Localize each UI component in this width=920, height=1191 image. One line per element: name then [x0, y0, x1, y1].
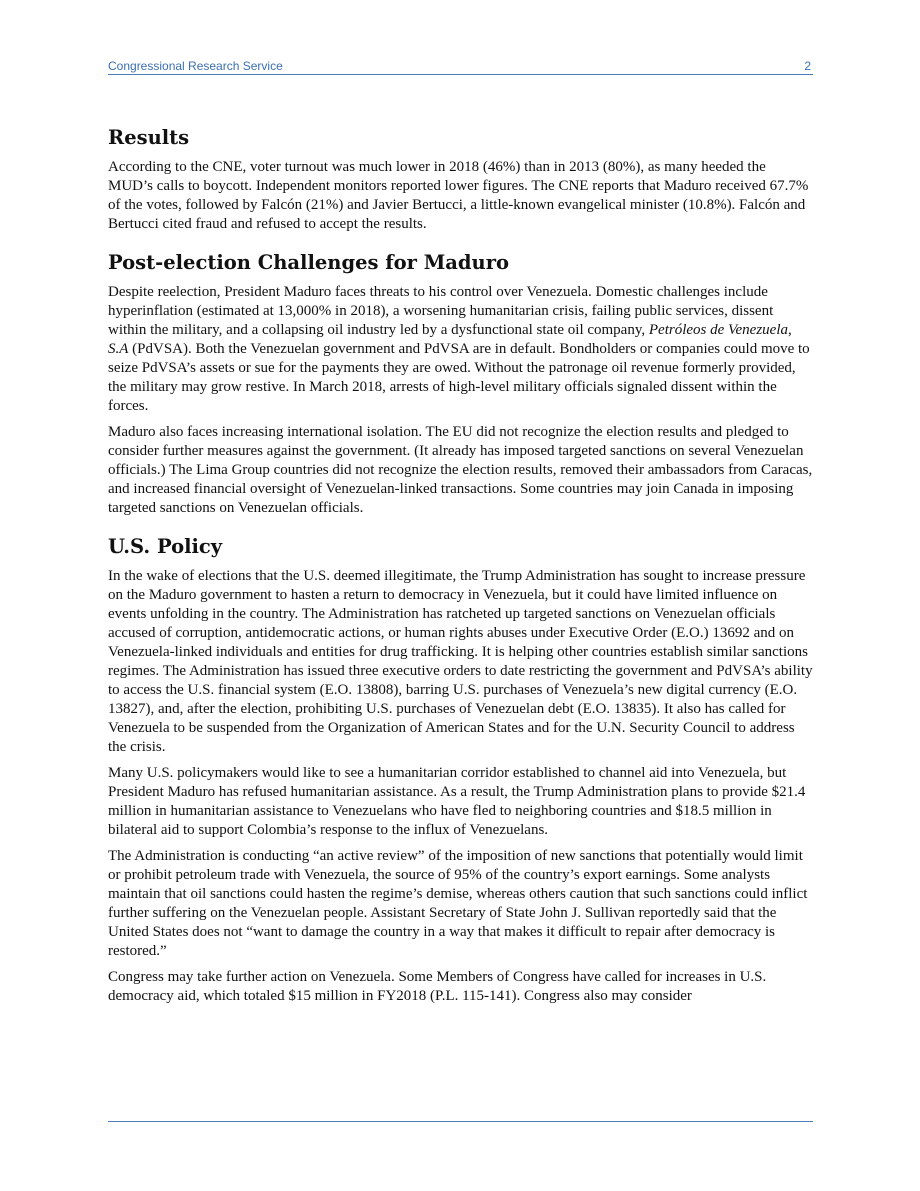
- paragraph: In the wake of elections that the U.S. deemed illegitimate, the Trump Administration has sought to increase pressure on the Maduro government to hasten a return to democracy in Venezuela, but it could have limited influence on events unfolding in the country. The Administration has ratcheted up targeted sanctions on Venezuelan officials accused of corruption, antidemocratic actions, or human rights abuses under Executive Order (E.O.) 13692 and on Venezuela-linked individuals and entities for drug trafficking. It is helping other countries establish similar sanctions regimes. The Administration has issued three executive orders to date restricting the government and PdVSA’s ability to access the U.S. financial system (E.O. 13808), barring U.S. purchases of Venezuela’s new digital currency (E.O. 13827), and, after the election, prohibiting U.S. purchases of Venezuelan debt (E.O. 13835). It also has called for Venezuela to be suspended from the Organization of American States and for the U.N. Security Council to address the crisis.: [108, 568, 813, 755]
- company-suffix-italic: S.A: [108, 341, 129, 357]
- header-organization: Congressional Research Service: [108, 59, 283, 73]
- paragraph-text: (PdVSA). Both the Venezuelan government and PdVSA are in default. Bondholders or companies could move to seize PdVSA’s assets or sue for the payments they are owed. Without the patronage oil revenue formerly provided, the military may grow restive. In March 2018, arrests of high-level military officials signaled dissent within the forces.: [108, 341, 810, 414]
- section-post-election-challenges: [108, 249, 814, 518]
- document-body: [108, 124, 814, 1021]
- paragraph: Maduro also faces increasing international isolation. The EU did not recognize the election results and pledged to consider further measures against the government. (It already has imposed targeted sanctions on several Venezuelan officials.) The Lima Group countries did not recognize the election results, removed their ambassadors from Caracas, and increased financial oversight of Venezuelan-linked transactions. Some countries may join Canada in imposing targeted sanctions on Venezuelan officials.: [108, 424, 813, 516]
- paragraph: The Administration is conducting “an active review” of the imposition of new sanctions that potentially would limit or prohibit petroleum trade with Venezuela, the source of 95% of the country’s export earnings. Some analysts maintain that oil sanctions could hasten the regime’s demise, whereas others caution that such sanctions could inflict further suffering on the Venezuelan people. Assistant Secretary of State John J. Sullivan reportedly said that the United States does not “want to damage the country in a way that makes it difficult to repair after democracy is restored.”: [108, 848, 808, 959]
- paragraph-text: Despite reelection, President Maduro faces threats to his control over Venezuela. Domestic challenges include hyperinflation (estimated at 13,000% in 2018), a worsening humanitarian crisis, failing public services, dissent within the military, and a collapsing oil industry led by a dysfunctional state oil company,: [108, 284, 774, 338]
- footer-rule: [108, 1121, 813, 1122]
- paragraph-text: ,: [788, 322, 792, 338]
- paragraph: Congress may take further action on Venezuela. Some Members of Congress have called for increases in U.S. democracy aid, which totaled $15 million in FY2018 (P.L. 115-141). Congress also may consider: [108, 969, 767, 1004]
- paragraph: Many U.S. policymakers would like to see a humanitarian corridor established to channel aid into Venezuela, but President Maduro has refused humanitarian assistance. As a result, the Trump Administration plans to provide $21.4 million in humanitarian assistance to Venezuelans who have fled to neighboring countries and $18.5 million in bilateral aid to support Colombia’s response to the influx of Venezuelans.: [108, 765, 806, 838]
- section-heading-results: Results: [108, 126, 190, 149]
- section-heading-post-election-challenges: Post-election Challenges for Maduro: [108, 251, 510, 274]
- paragraph: According to the CNE, voter turnout was much lower in 2018 (46%) than in 2013 (80%), as many heeded the MUD’s calls to boycott. Independent monitors reported lower figures. The CNE reports that Maduro received 67.7% of the votes, followed by Falcón (21%) and Javier Bertucci, a little-known evangelical minister (10.8%). Falcón and Bertucci cited fraud and refused to accept the results.: [108, 159, 809, 232]
- section-results: [108, 124, 814, 234]
- page-header: [108, 57, 813, 75]
- section-us-policy: [108, 533, 814, 1006]
- company-name-italic: Petróleos de Venezuela: [648, 322, 788, 338]
- section-heading-us-policy: U.S. Policy: [108, 535, 223, 558]
- header-page-number: 2: [804, 59, 811, 73]
- paragraph: [108, 283, 814, 416]
